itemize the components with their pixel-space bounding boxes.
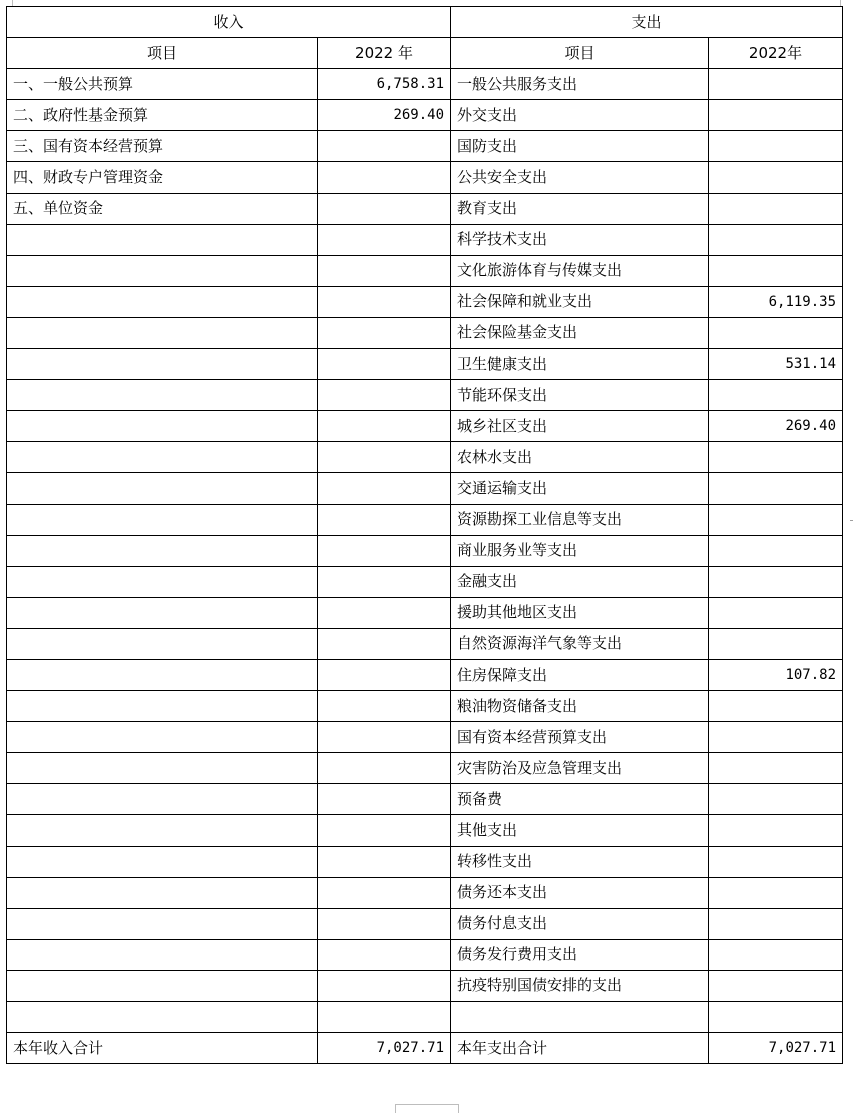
income-value-cell bbox=[318, 193, 451, 224]
income-value-cell bbox=[318, 877, 451, 908]
table-row bbox=[7, 224, 843, 255]
expense-value-cell bbox=[709, 535, 843, 566]
income-value-cell bbox=[318, 411, 451, 442]
expense-value-cell bbox=[709, 846, 843, 877]
expense-value-cell bbox=[709, 69, 843, 100]
income-value-cell bbox=[318, 753, 451, 784]
expense-item-cell: 自然资源海洋气象等支出 bbox=[451, 628, 709, 659]
income-total-label: 本年收入合计 bbox=[7, 1033, 318, 1064]
expense-item-cell: 援助其他地区支出 bbox=[451, 597, 709, 628]
expense-item-cell: 一般公共服务支出 bbox=[451, 69, 709, 100]
table-row bbox=[7, 380, 843, 411]
income-value-cell bbox=[318, 255, 451, 286]
expense-value-cell bbox=[709, 815, 843, 846]
expense-item-cell: 粮油物资储备支出 bbox=[451, 691, 709, 722]
table-row bbox=[7, 753, 843, 784]
income-value-cell: 269.40 bbox=[318, 100, 451, 131]
table-row bbox=[7, 597, 843, 628]
expense-value-cell bbox=[709, 255, 843, 286]
expense-value-cell bbox=[709, 566, 843, 597]
income-value-cell bbox=[318, 224, 451, 255]
expense-item-cell: 商业服务业等支出 bbox=[451, 535, 709, 566]
income-value-cell bbox=[318, 970, 451, 1001]
table-row bbox=[7, 628, 843, 659]
income-item-cell bbox=[7, 970, 318, 1001]
expense-item-cell: 国防支出 bbox=[451, 131, 709, 162]
income-item-cell bbox=[7, 597, 318, 628]
expense-value-cell bbox=[709, 193, 843, 224]
expense-item-header: 项目 bbox=[451, 38, 709, 69]
expense-value-cell: 269.40 bbox=[709, 411, 843, 442]
table-row bbox=[7, 566, 843, 597]
expense-value-cell bbox=[709, 970, 843, 1001]
expense-item-cell: 教育支出 bbox=[451, 193, 709, 224]
table-row bbox=[7, 908, 843, 939]
expense-item-cell: 其他支出 bbox=[451, 815, 709, 846]
expense-value-cell bbox=[709, 442, 843, 473]
table-row bbox=[7, 473, 843, 504]
income-item-cell bbox=[7, 473, 318, 504]
expense-value-cell bbox=[709, 753, 843, 784]
expense-total-label: 本年支出合计 bbox=[451, 1033, 709, 1064]
income-item-cell bbox=[7, 1002, 318, 1033]
income-item-cell bbox=[7, 722, 318, 753]
income-value-cell bbox=[318, 908, 451, 939]
table-row bbox=[7, 1002, 843, 1033]
expense-value-cell bbox=[709, 877, 843, 908]
table-row bbox=[7, 939, 843, 970]
income-item-cell: 一、一般公共预算 bbox=[7, 69, 318, 100]
income-item-cell bbox=[7, 224, 318, 255]
income-item-cell bbox=[7, 504, 318, 535]
table-row bbox=[7, 317, 843, 348]
income-section-header: 收入 bbox=[7, 7, 451, 38]
income-item-cell bbox=[7, 535, 318, 566]
expense-item-cell: 城乡社区支出 bbox=[451, 411, 709, 442]
expense-value-cell bbox=[709, 939, 843, 970]
budget-table bbox=[6, 6, 843, 1064]
income-value-cell bbox=[318, 597, 451, 628]
table-row bbox=[7, 286, 843, 317]
expense-item-cell: 外交支出 bbox=[451, 100, 709, 131]
table-row bbox=[7, 131, 843, 162]
column-header-row bbox=[7, 38, 843, 69]
expense-item-cell bbox=[451, 1002, 709, 1033]
table-row bbox=[7, 411, 843, 442]
income-item-cell bbox=[7, 939, 318, 970]
income-value-cell bbox=[318, 473, 451, 504]
expense-value-cell bbox=[709, 162, 843, 193]
income-item-cell bbox=[7, 659, 318, 690]
table-row bbox=[7, 193, 843, 224]
income-item-cell bbox=[7, 784, 318, 815]
expense-item-cell: 抗疫特别国债安排的支出 bbox=[451, 970, 709, 1001]
expense-item-cell: 社会保障和就业支出 bbox=[451, 286, 709, 317]
table-row bbox=[7, 784, 843, 815]
expense-value-cell bbox=[709, 100, 843, 131]
table-row bbox=[7, 349, 843, 380]
expense-item-cell: 农林水支出 bbox=[451, 442, 709, 473]
expense-item-cell: 预备费 bbox=[451, 784, 709, 815]
expense-value-cell: 6,119.35 bbox=[709, 286, 843, 317]
income-value-cell bbox=[318, 1002, 451, 1033]
income-value-cell bbox=[318, 349, 451, 380]
table-row bbox=[7, 877, 843, 908]
income-value-cell: 6,758.31 bbox=[318, 69, 451, 100]
table-row bbox=[7, 691, 843, 722]
table-row bbox=[7, 69, 843, 100]
expense-item-cell: 卫生健康支出 bbox=[451, 349, 709, 380]
income-value-cell bbox=[318, 939, 451, 970]
income-item-cell bbox=[7, 846, 318, 877]
table-row bbox=[7, 659, 843, 690]
income-item-header: 项目 bbox=[7, 38, 318, 69]
table-row bbox=[7, 970, 843, 1001]
income-value-cell bbox=[318, 691, 451, 722]
expense-item-cell: 科学技术支出 bbox=[451, 224, 709, 255]
expense-value-cell bbox=[709, 504, 843, 535]
income-year-header: 2022 年 bbox=[318, 38, 451, 69]
expense-value-cell bbox=[709, 224, 843, 255]
income-item-cell bbox=[7, 442, 318, 473]
income-value-cell bbox=[318, 504, 451, 535]
expense-item-cell: 文化旅游体育与传媒支出 bbox=[451, 255, 709, 286]
expense-value-cell bbox=[709, 784, 843, 815]
income-item-cell bbox=[7, 286, 318, 317]
expense-item-cell: 公共安全支出 bbox=[451, 162, 709, 193]
income-item-cell bbox=[7, 753, 318, 784]
income-item-cell bbox=[7, 411, 318, 442]
table-row bbox=[7, 846, 843, 877]
income-item-cell bbox=[7, 877, 318, 908]
table-row bbox=[7, 162, 843, 193]
income-value-cell bbox=[318, 628, 451, 659]
income-item-cell: 三、国有资本经营预算 bbox=[7, 131, 318, 162]
income-item-cell bbox=[7, 255, 318, 286]
expense-item-cell: 债务付息支出 bbox=[451, 908, 709, 939]
expense-item-cell: 节能环保支出 bbox=[451, 380, 709, 411]
section-header-row bbox=[7, 7, 843, 38]
income-item-cell bbox=[7, 349, 318, 380]
table-row bbox=[7, 722, 843, 753]
expense-value-cell: 107.82 bbox=[709, 659, 843, 690]
table-row bbox=[7, 100, 843, 131]
income-item-cell: 五、单位资金 bbox=[7, 193, 318, 224]
income-value-cell bbox=[318, 131, 451, 162]
income-item-cell bbox=[7, 380, 318, 411]
expense-value-cell bbox=[709, 131, 843, 162]
table-row bbox=[7, 815, 843, 846]
expense-item-cell: 住房保障支出 bbox=[451, 659, 709, 690]
expense-item-cell: 债务发行费用支出 bbox=[451, 939, 709, 970]
table-row bbox=[7, 442, 843, 473]
expense-item-cell: 金融支出 bbox=[451, 566, 709, 597]
income-value-cell bbox=[318, 162, 451, 193]
income-value-cell bbox=[318, 442, 451, 473]
expense-value-cell bbox=[709, 908, 843, 939]
expense-value-cell bbox=[709, 473, 843, 504]
income-item-cell bbox=[7, 815, 318, 846]
income-value-cell bbox=[318, 317, 451, 348]
income-value-cell bbox=[318, 566, 451, 597]
expense-item-cell: 灾害防治及应急管理支出 bbox=[451, 753, 709, 784]
table-row bbox=[7, 504, 843, 535]
expense-item-cell: 社会保险基金支出 bbox=[451, 317, 709, 348]
income-item-cell bbox=[7, 317, 318, 348]
expense-total-value: 7,027.71 bbox=[709, 1033, 843, 1064]
income-value-cell bbox=[318, 659, 451, 690]
income-item-cell bbox=[7, 691, 318, 722]
expense-value-cell bbox=[709, 380, 843, 411]
expense-value-cell: 531.14 bbox=[709, 349, 843, 380]
income-value-cell bbox=[318, 784, 451, 815]
expense-value-cell bbox=[709, 691, 843, 722]
income-value-cell bbox=[318, 815, 451, 846]
expense-item-cell: 转移性支出 bbox=[451, 846, 709, 877]
totals-row bbox=[7, 1033, 843, 1064]
income-item-cell bbox=[7, 566, 318, 597]
income-value-cell bbox=[318, 846, 451, 877]
expense-value-cell bbox=[709, 317, 843, 348]
table-row bbox=[7, 255, 843, 286]
income-item-cell: 四、财政专户管理资金 bbox=[7, 162, 318, 193]
expense-item-cell: 国有资本经营预算支出 bbox=[451, 722, 709, 753]
expense-item-cell: 债务还本支出 bbox=[451, 877, 709, 908]
income-item-cell bbox=[7, 628, 318, 659]
table-row bbox=[7, 535, 843, 566]
expense-value-cell bbox=[709, 722, 843, 753]
expense-section-header: 支出 bbox=[451, 7, 843, 38]
expense-year-header: 2022年 bbox=[709, 38, 843, 69]
expense-item-cell: 交通运输支出 bbox=[451, 473, 709, 504]
expense-value-cell bbox=[709, 597, 843, 628]
income-value-cell bbox=[318, 535, 451, 566]
income-item-cell bbox=[7, 908, 318, 939]
income-total-value: 7,027.71 bbox=[318, 1033, 451, 1064]
expense-value-cell bbox=[709, 1002, 843, 1033]
income-item-cell: 二、政府性基金预算 bbox=[7, 100, 318, 131]
income-value-cell bbox=[318, 380, 451, 411]
expense-value-cell bbox=[709, 628, 843, 659]
income-value-cell bbox=[318, 722, 451, 753]
income-value-cell bbox=[318, 286, 451, 317]
expense-item-cell: 资源勘探工业信息等支出 bbox=[451, 504, 709, 535]
